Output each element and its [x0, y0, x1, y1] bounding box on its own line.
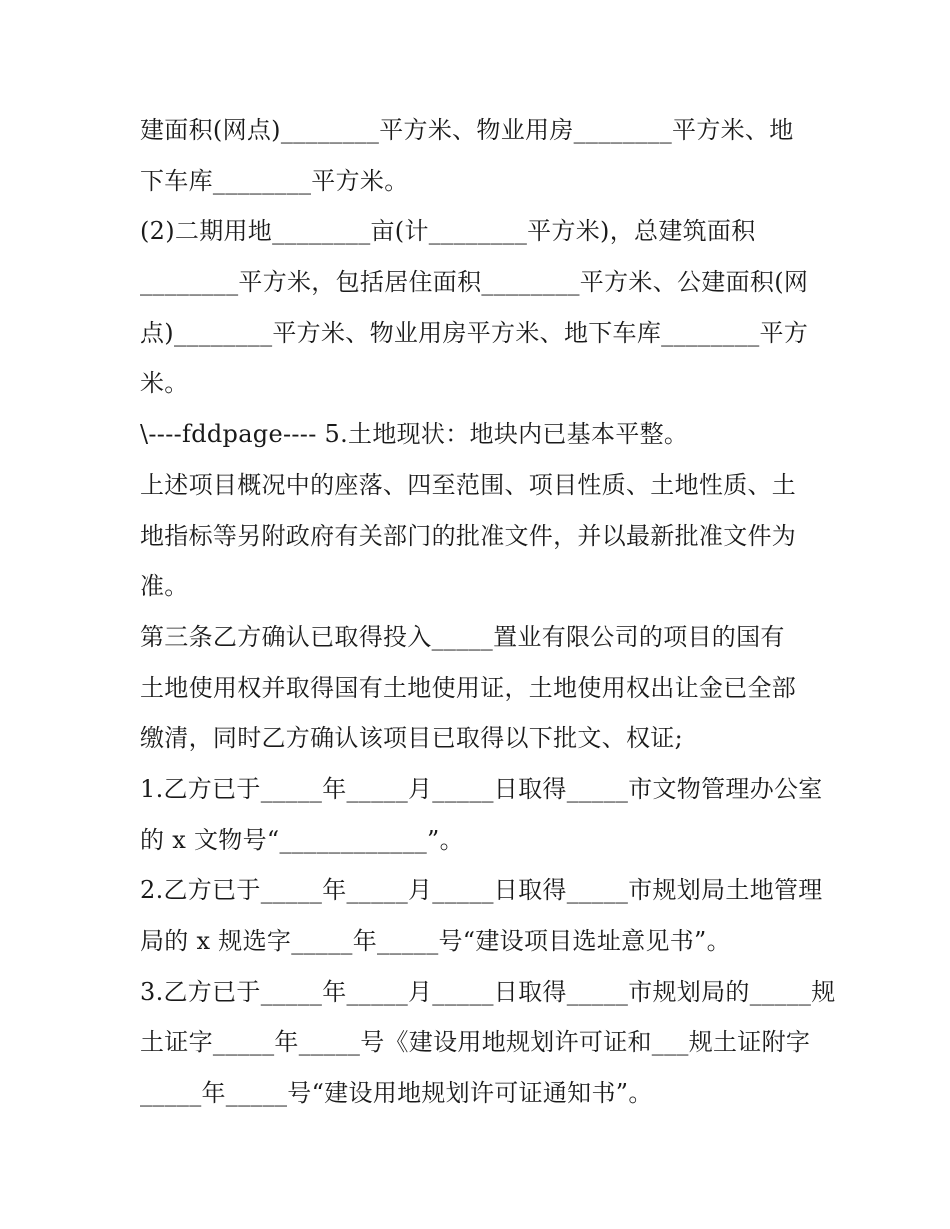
text-line: 土地使用权并取得国有土地使用证，土地使用权出让金已全部: [140, 673, 797, 702]
text-line: 3.乙方已于_____年_____月_____日取得_____市规划局的_____规: [140, 977, 836, 1006]
text-line: 的 x 文物号“____________”。: [140, 825, 464, 854]
text-line: 2.乙方已于_____年_____月_____日取得_____市规划局土地管理: [140, 876, 823, 905]
text-line: 上述项目概况中的座落、四至范围、项目性质、土地性质、土: [140, 470, 797, 499]
document-body: [140, 105, 836, 1119]
text-line: 米。: [140, 369, 189, 398]
text-line: 下车库________平方米。: [140, 166, 409, 195]
text-line: 建面积(网点)________平方米、物业用房________平方米、地: [140, 116, 794, 144]
text-line: 点)________平方米、物业用房平方米、地下车库________平方: [140, 318, 809, 347]
text-line: \----fddpage---- 5.土地现状：地块内已基本平整。: [140, 420, 689, 449]
text-line: 1.乙方已于_____年_____月_____日取得_____市文物管理办公室: [140, 774, 823, 803]
text-line: 缴清，同时乙方确认该项目已取得以下批文、权证;: [140, 724, 683, 753]
text-line: (2)二期用地________亩(计________平方米)，总建筑面积: [140, 217, 756, 246]
text-line: ________平方米，包括居住面积________平方米、公建面积(网: [140, 268, 809, 297]
text-line: 地指标等另附政府有关部门的批准文件，并以最新批准文件为: [140, 521, 797, 550]
text-line: 局的 x 规选字_____年_____号“建设项目选址意见书”。: [140, 927, 731, 955]
text-line: 准。: [140, 572, 189, 601]
text-line: _____年_____号“建设用地规划许可证通知书”。: [140, 1079, 653, 1108]
text-line: 第三条乙方确认已取得投入_____置业有限公司的项目的国有: [140, 622, 785, 651]
text-line: 土证字_____年_____号《建设用地规划许可证和___规土证附字: [140, 1028, 811, 1057]
